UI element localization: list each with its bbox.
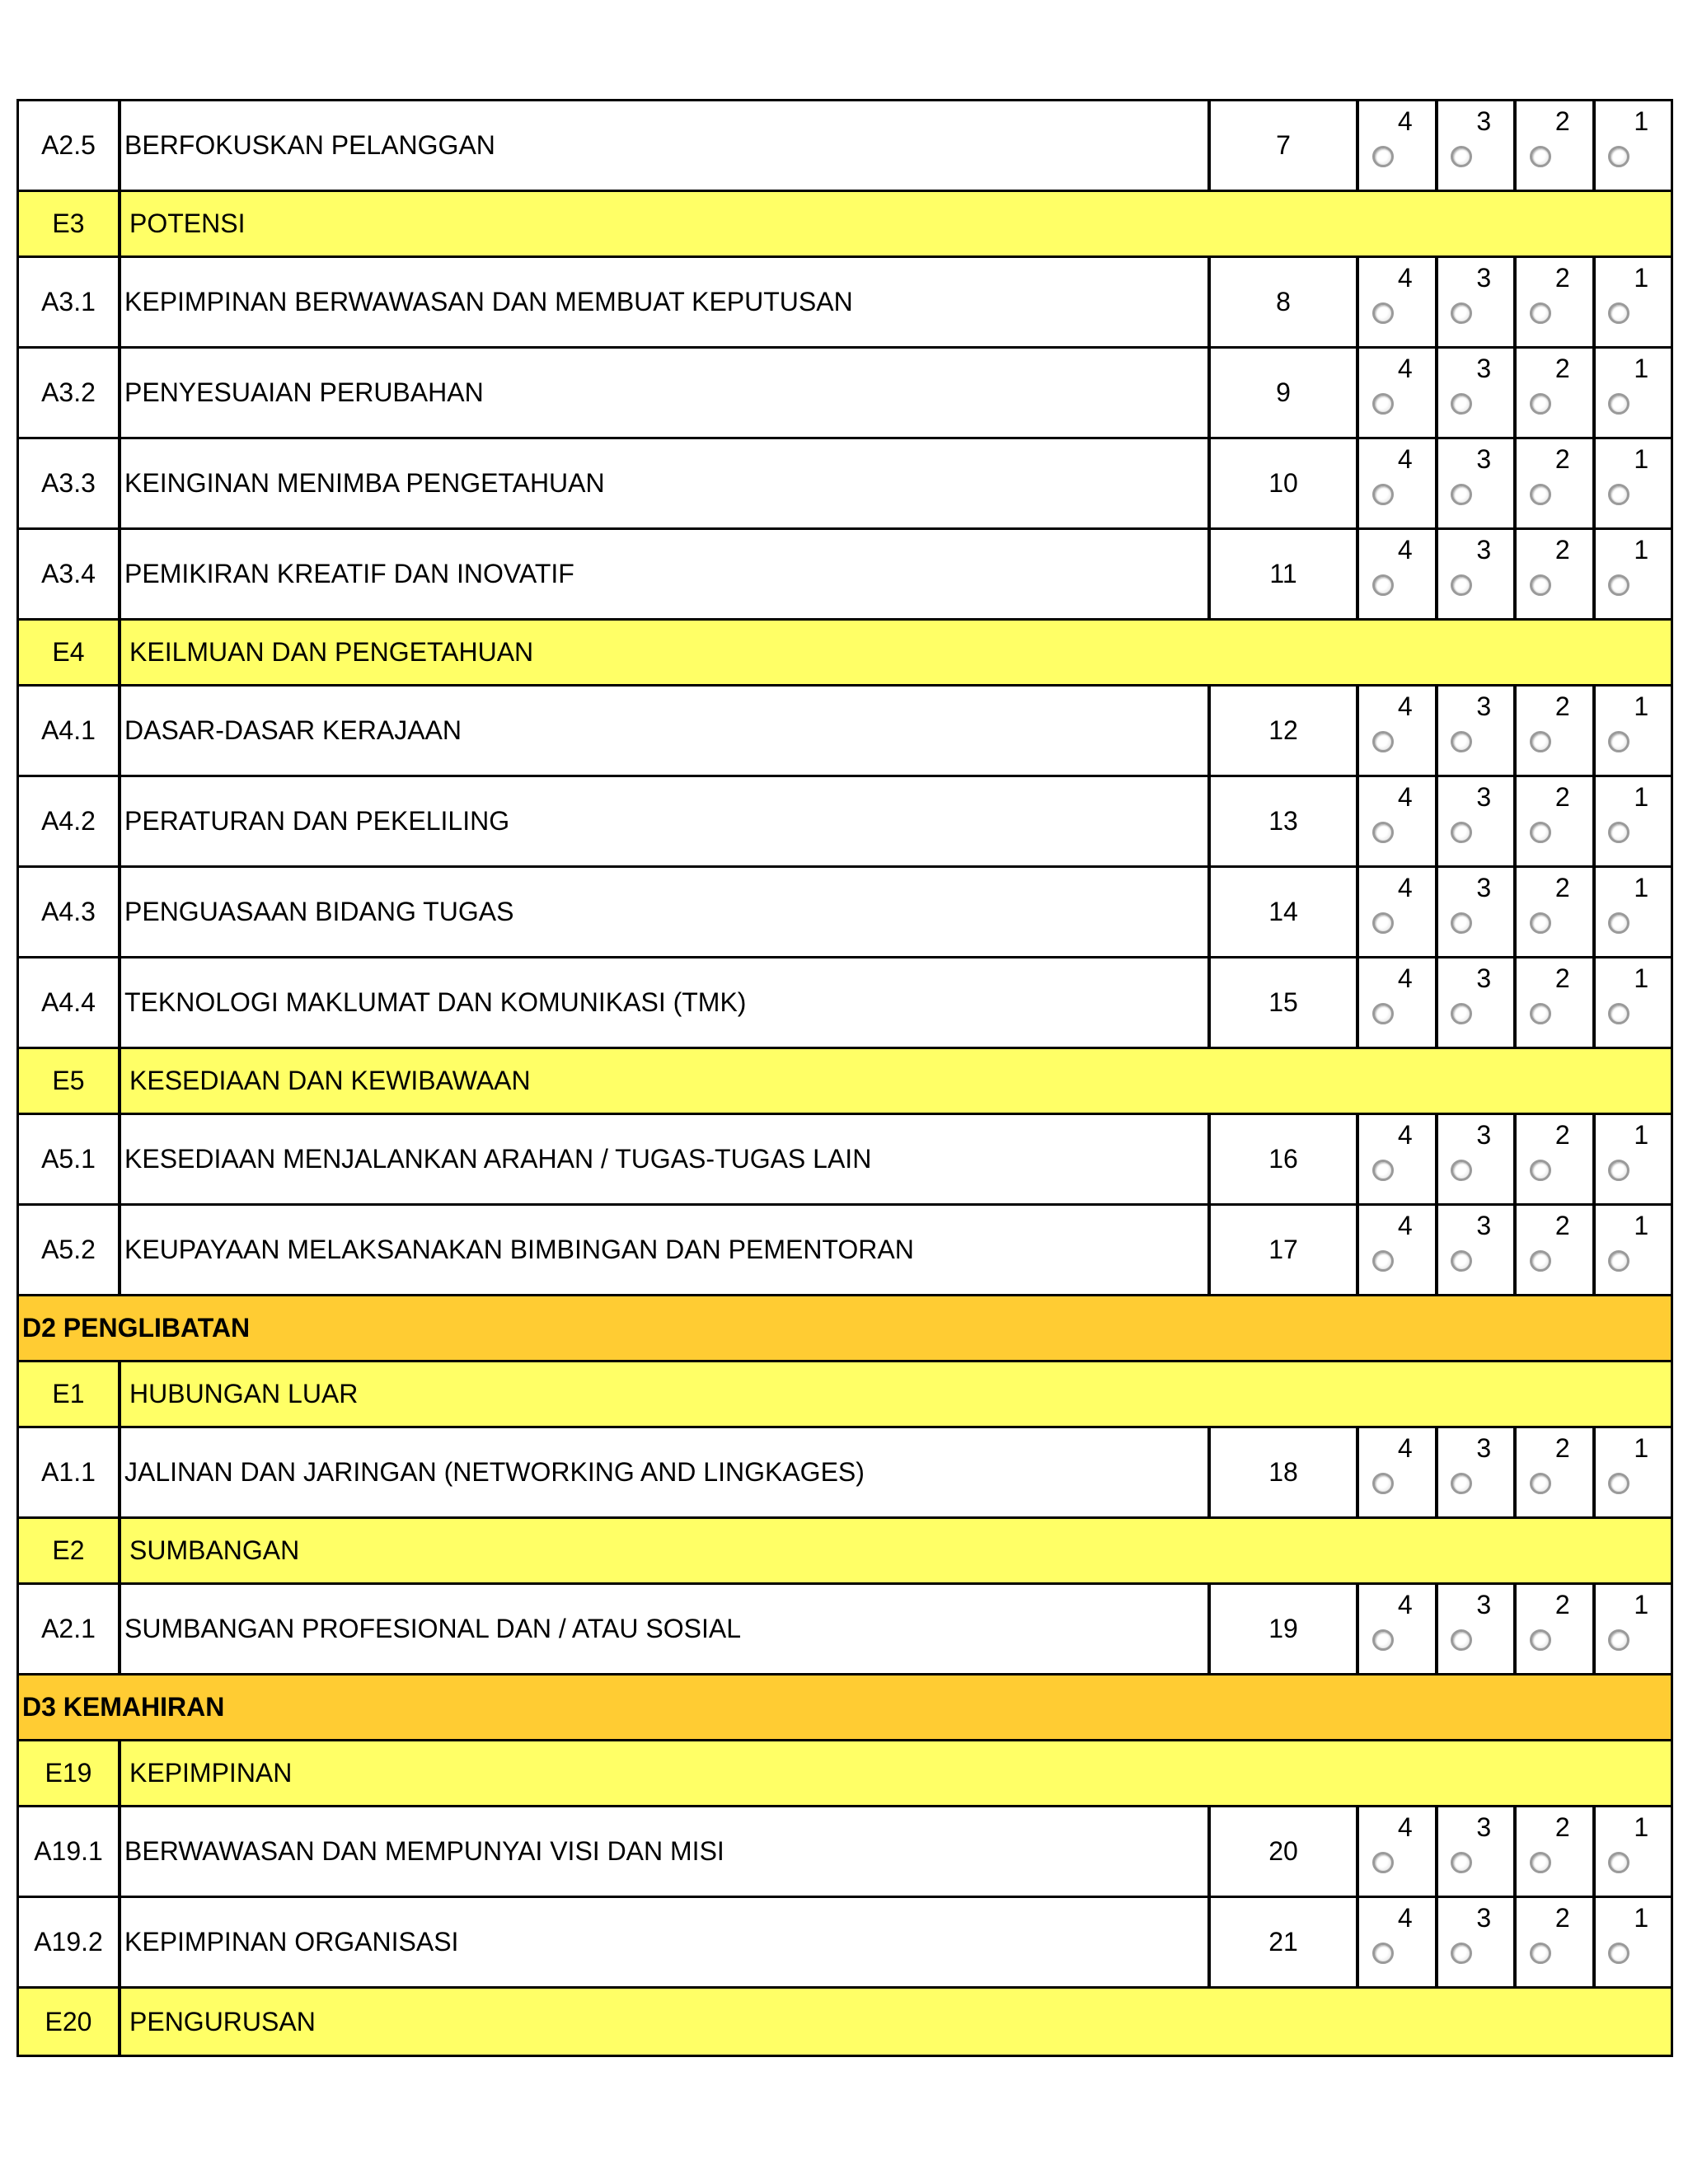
rating-option-label: 1 bbox=[1634, 263, 1649, 293]
section-header-row bbox=[19, 1296, 1671, 1362]
radio-button-icon[interactable] bbox=[1372, 484, 1394, 505]
rating-option-1[interactable] bbox=[1596, 1206, 1672, 1294]
radio-button-icon[interactable] bbox=[1451, 1003, 1472, 1024]
radio-button-icon[interactable] bbox=[1530, 302, 1551, 324]
criterion-code: A2.5 bbox=[19, 101, 121, 190]
radio-button-icon[interactable] bbox=[1530, 1160, 1551, 1181]
criterion-code: A1.1 bbox=[19, 1428, 121, 1516]
criterion-number: 16 bbox=[1211, 1115, 1359, 1203]
criterion-code: A3.4 bbox=[19, 530, 121, 618]
rating-option-3[interactable] bbox=[1438, 777, 1517, 865]
rating-option-label: 3 bbox=[1476, 263, 1492, 293]
criterion-code: A5.1 bbox=[19, 1115, 121, 1203]
rating-option-3[interactable] bbox=[1438, 1115, 1517, 1203]
criterion-label: KESEDIAAN MENJALANKAN ARAHAN / TUGAS-TUGAS LAIN bbox=[121, 1115, 1211, 1203]
radio-button-icon[interactable] bbox=[1372, 1629, 1394, 1651]
subsection-label: SUMBANGAN bbox=[129, 1535, 300, 1565]
rating-option-label: 3 bbox=[1476, 444, 1492, 474]
criterion-label: PERATURAN DAN PEKELILING bbox=[121, 777, 1211, 865]
rating-option-label: 4 bbox=[1397, 263, 1413, 293]
rating-option-1[interactable] bbox=[1596, 958, 1672, 1047]
radio-button-icon[interactable] bbox=[1530, 912, 1551, 934]
criterion-label: SUMBANGAN PROFESIONAL DAN / ATAU SOSIAL bbox=[121, 1585, 1211, 1673]
radio-button-icon[interactable] bbox=[1372, 1160, 1394, 1181]
rating-options bbox=[1359, 101, 1671, 190]
rating-option-label: 4 bbox=[1397, 1211, 1413, 1240]
rating-option-label: 4 bbox=[1397, 535, 1413, 565]
criterion-code: A19.2 bbox=[19, 1898, 121, 1986]
rating-option-4[interactable] bbox=[1359, 1807, 1438, 1896]
rating-option-1[interactable] bbox=[1596, 258, 1672, 346]
radio-button-icon[interactable] bbox=[1530, 822, 1551, 843]
section-title: D2 PENGLIBATAN bbox=[22, 1313, 251, 1343]
criterion-row bbox=[19, 1807, 1671, 1898]
criterion-row bbox=[19, 1428, 1671, 1519]
rating-option-3[interactable] bbox=[1438, 868, 1517, 956]
rating-option-label: 2 bbox=[1554, 1433, 1570, 1463]
criterion-number: 12 bbox=[1211, 687, 1359, 775]
rating-option-label: 4 bbox=[1397, 873, 1413, 902]
criterion-label: PEMIKIRAN KREATIF DAN INOVATIF bbox=[121, 530, 1211, 618]
rating-option-1[interactable] bbox=[1596, 777, 1672, 865]
radio-button-icon[interactable] bbox=[1451, 1250, 1472, 1272]
rating-option-1[interactable] bbox=[1596, 1428, 1672, 1516]
radio-button-icon[interactable] bbox=[1372, 393, 1394, 415]
subsection-label: PENGURUSAN bbox=[129, 2006, 316, 2036]
radio-button-icon[interactable] bbox=[1530, 1003, 1551, 1024]
rating-option-label: 3 bbox=[1476, 1120, 1492, 1150]
rating-option-2[interactable] bbox=[1517, 101, 1596, 190]
rating-option-label: 3 bbox=[1476, 1903, 1492, 1933]
rating-option-1[interactable] bbox=[1596, 868, 1672, 956]
rating-option-label: 4 bbox=[1397, 782, 1413, 812]
radio-button-icon[interactable] bbox=[1608, 1473, 1629, 1494]
radio-button-icon[interactable] bbox=[1608, 302, 1629, 324]
rating-option-label: 3 bbox=[1476, 782, 1492, 812]
rating-options bbox=[1359, 258, 1671, 346]
subsection-code: E19 bbox=[19, 1741, 121, 1805]
criterion-label: JALINAN DAN JARINGAN (NETWORKING AND LINGKAGES) bbox=[121, 1428, 1211, 1516]
criterion-number: 9 bbox=[1211, 349, 1359, 437]
radio-button-icon[interactable] bbox=[1608, 731, 1629, 752]
rating-options bbox=[1359, 349, 1671, 437]
rating-option-3[interactable] bbox=[1438, 958, 1517, 1047]
rating-options bbox=[1359, 868, 1671, 956]
radio-button-icon[interactable] bbox=[1372, 1250, 1394, 1272]
rating-option-4[interactable] bbox=[1359, 1428, 1438, 1516]
rating-options bbox=[1359, 687, 1671, 775]
rating-option-4[interactable] bbox=[1359, 1115, 1438, 1203]
criterion-code: A19.1 bbox=[19, 1807, 121, 1896]
criterion-number: 10 bbox=[1211, 439, 1359, 527]
rating-option-4[interactable] bbox=[1359, 1206, 1438, 1294]
rating-option-3[interactable] bbox=[1438, 101, 1517, 190]
rating-option-label: 2 bbox=[1554, 535, 1570, 565]
rating-option-1[interactable] bbox=[1596, 101, 1672, 190]
subsection-code: E3 bbox=[19, 192, 121, 255]
criterion-row bbox=[19, 958, 1671, 1049]
radio-button-icon[interactable] bbox=[1530, 1943, 1551, 1964]
subsection-code: E5 bbox=[19, 1049, 121, 1113]
radio-button-icon[interactable] bbox=[1451, 302, 1472, 324]
rating-option-4[interactable] bbox=[1359, 777, 1438, 865]
rating-options bbox=[1359, 1585, 1671, 1673]
rating-option-3[interactable] bbox=[1438, 258, 1517, 346]
rating-option-label: 3 bbox=[1476, 691, 1492, 721]
radio-button-icon[interactable] bbox=[1608, 484, 1629, 505]
criterion-row bbox=[19, 777, 1671, 868]
rating-option-label: 4 bbox=[1397, 106, 1413, 136]
rating-option-3[interactable] bbox=[1438, 349, 1517, 437]
radio-button-icon[interactable] bbox=[1530, 1629, 1551, 1651]
rating-option-3[interactable] bbox=[1438, 439, 1517, 527]
rating-option-2[interactable] bbox=[1517, 439, 1596, 527]
criterion-row bbox=[19, 530, 1671, 621]
rating-option-2[interactable] bbox=[1517, 777, 1596, 865]
rating-option-label: 1 bbox=[1634, 535, 1649, 565]
criterion-code: A4.4 bbox=[19, 958, 121, 1047]
criterion-number: 15 bbox=[1211, 958, 1359, 1047]
radio-button-icon[interactable] bbox=[1530, 1473, 1551, 1494]
rating-option-label: 2 bbox=[1554, 444, 1570, 474]
subsection-row bbox=[19, 1989, 1671, 2055]
rating-option-label: 4 bbox=[1397, 1590, 1413, 1619]
criterion-row bbox=[19, 349, 1671, 439]
radio-button-icon[interactable] bbox=[1372, 731, 1394, 752]
rating-option-label: 2 bbox=[1554, 1211, 1570, 1240]
radio-button-icon[interactable] bbox=[1608, 574, 1629, 596]
rating-option-label: 1 bbox=[1634, 1590, 1649, 1619]
subsection-label: KESEDIAAN DAN KEWIBAWAAN bbox=[129, 1066, 531, 1095]
rating-option-label: 1 bbox=[1634, 1433, 1649, 1463]
rating-option-2[interactable] bbox=[1517, 530, 1596, 618]
rating-option-label: 1 bbox=[1634, 1903, 1649, 1933]
criterion-row bbox=[19, 1206, 1671, 1296]
rating-option-label: 3 bbox=[1476, 535, 1492, 565]
rating-option-2[interactable] bbox=[1517, 349, 1596, 437]
rating-option-4[interactable] bbox=[1359, 958, 1438, 1047]
rating-option-4[interactable] bbox=[1359, 868, 1438, 956]
rating-options bbox=[1359, 1428, 1671, 1516]
rating-option-label: 3 bbox=[1476, 1590, 1492, 1619]
criterion-code: A3.1 bbox=[19, 258, 121, 346]
radio-button-icon[interactable] bbox=[1451, 146, 1472, 167]
rating-option-label: 3 bbox=[1476, 1433, 1492, 1463]
radio-button-icon[interactable] bbox=[1372, 1943, 1394, 1964]
criterion-code: A5.2 bbox=[19, 1206, 121, 1294]
rating-option-label: 4 bbox=[1397, 1812, 1413, 1842]
criterion-number: 8 bbox=[1211, 258, 1359, 346]
rating-option-1[interactable] bbox=[1596, 687, 1672, 775]
rating-option-label: 1 bbox=[1634, 354, 1649, 383]
rating-option-2[interactable] bbox=[1517, 1206, 1596, 1294]
radio-button-icon[interactable] bbox=[1451, 1160, 1472, 1181]
radio-button-icon[interactable] bbox=[1530, 146, 1551, 167]
rating-option-label: 2 bbox=[1554, 873, 1570, 902]
rating-option-2[interactable] bbox=[1517, 868, 1596, 956]
subsection-row bbox=[19, 1519, 1671, 1585]
subsection-row bbox=[19, 1741, 1671, 1807]
radio-button-icon[interactable] bbox=[1530, 484, 1551, 505]
radio-button-icon[interactable] bbox=[1451, 1943, 1472, 1964]
criterion-number: 18 bbox=[1211, 1428, 1359, 1516]
radio-button-icon[interactable] bbox=[1451, 1473, 1472, 1494]
rating-option-label: 4 bbox=[1397, 691, 1413, 721]
radio-button-icon[interactable] bbox=[1608, 1250, 1629, 1272]
rating-option-4[interactable] bbox=[1359, 349, 1438, 437]
radio-button-icon[interactable] bbox=[1608, 1003, 1629, 1024]
radio-button-icon[interactable] bbox=[1530, 393, 1551, 415]
rating-option-1[interactable] bbox=[1596, 530, 1672, 618]
subsection-code: E4 bbox=[19, 621, 121, 684]
radio-button-icon[interactable] bbox=[1608, 822, 1629, 843]
criterion-label: KEUPAYAAN MELAKSANAKAN BIMBINGAN DAN PEMENTORAN bbox=[121, 1206, 1211, 1294]
rating-option-label: 4 bbox=[1397, 1903, 1413, 1933]
criterion-label: KEPIMPINAN BERWAWASAN DAN MEMBUAT KEPUTUSAN bbox=[121, 258, 1211, 346]
radio-button-icon[interactable] bbox=[1451, 574, 1472, 596]
rating-option-label: 4 bbox=[1397, 354, 1413, 383]
rating-options bbox=[1359, 1807, 1671, 1896]
radio-button-icon[interactable] bbox=[1372, 1003, 1394, 1024]
rating-option-2[interactable] bbox=[1517, 958, 1596, 1047]
rating-option-3[interactable] bbox=[1438, 1206, 1517, 1294]
rating-option-4[interactable] bbox=[1359, 530, 1438, 618]
rating-option-label: 1 bbox=[1634, 106, 1649, 136]
rating-option-label: 2 bbox=[1554, 354, 1570, 383]
subsection-code: E2 bbox=[19, 1519, 121, 1582]
rating-option-label: 2 bbox=[1554, 963, 1570, 993]
rating-option-2[interactable] bbox=[1517, 1898, 1596, 1986]
radio-button-icon[interactable] bbox=[1608, 1852, 1629, 1873]
rating-option-2[interactable] bbox=[1517, 1115, 1596, 1203]
rating-options bbox=[1359, 439, 1671, 527]
criterion-label: PENGUASAAN BIDANG TUGAS bbox=[121, 868, 1211, 956]
radio-button-icon[interactable] bbox=[1530, 731, 1551, 752]
criterion-number: 19 bbox=[1211, 1585, 1359, 1673]
rating-option-label: 1 bbox=[1634, 1120, 1649, 1150]
subsection-label: KEPIMPINAN bbox=[129, 1758, 293, 1788]
criterion-label: KEINGINAN MENIMBA PENGETAHUAN bbox=[121, 439, 1211, 527]
rating-option-label: 2 bbox=[1554, 1903, 1570, 1933]
criterion-number: 14 bbox=[1211, 868, 1359, 956]
radio-button-icon[interactable] bbox=[1372, 1473, 1394, 1494]
rating-option-4[interactable] bbox=[1359, 687, 1438, 775]
rating-option-4[interactable] bbox=[1359, 258, 1438, 346]
rating-option-label: 3 bbox=[1476, 354, 1492, 383]
radio-button-icon[interactable] bbox=[1451, 1852, 1472, 1873]
criterion-label: TEKNOLOGI MAKLUMAT DAN KOMUNIKASI (TMK) bbox=[121, 958, 1211, 1047]
rating-option-label: 1 bbox=[1634, 1211, 1649, 1240]
criterion-code: A4.1 bbox=[19, 687, 121, 775]
criterion-number: 11 bbox=[1211, 530, 1359, 618]
subsection-label: HUBUNGAN LUAR bbox=[129, 1379, 359, 1408]
rating-option-label: 4 bbox=[1397, 1120, 1413, 1150]
radio-button-icon[interactable] bbox=[1372, 146, 1394, 167]
rating-option-3[interactable] bbox=[1438, 1898, 1517, 1986]
radio-button-icon[interactable] bbox=[1608, 1160, 1629, 1181]
rating-option-2[interactable] bbox=[1517, 1585, 1596, 1673]
rating-options bbox=[1359, 958, 1671, 1047]
criterion-label: KEPIMPINAN ORGANISASI bbox=[121, 1898, 1211, 1986]
rating-option-3[interactable] bbox=[1438, 1585, 1517, 1673]
rating-option-label: 1 bbox=[1634, 782, 1649, 812]
radio-button-icon[interactable] bbox=[1451, 822, 1472, 843]
subsection-row bbox=[19, 1362, 1671, 1428]
rating-option-1[interactable] bbox=[1596, 439, 1672, 527]
section-header-row bbox=[19, 1675, 1671, 1741]
radio-button-icon[interactable] bbox=[1530, 1852, 1551, 1873]
rating-option-2[interactable] bbox=[1517, 1428, 1596, 1516]
rating-options bbox=[1359, 777, 1671, 865]
rating-option-label: 4 bbox=[1397, 1433, 1413, 1463]
section-title: D3 KEMAHIRAN bbox=[22, 1692, 225, 1722]
rating-option-label: 1 bbox=[1634, 1812, 1649, 1842]
subsection-row bbox=[19, 192, 1671, 258]
criterion-number: 20 bbox=[1211, 1807, 1359, 1896]
criterion-number: 7 bbox=[1211, 101, 1359, 190]
rating-option-label: 1 bbox=[1634, 444, 1649, 474]
radio-button-icon[interactable] bbox=[1608, 1629, 1629, 1651]
criterion-row bbox=[19, 1585, 1671, 1675]
subsection-label: POTENSI bbox=[129, 209, 246, 238]
radio-button-icon[interactable] bbox=[1608, 1943, 1629, 1964]
rating-option-2[interactable] bbox=[1517, 687, 1596, 775]
radio-button-icon[interactable] bbox=[1608, 912, 1629, 934]
criterion-row bbox=[19, 1898, 1671, 1989]
criterion-code: A2.1 bbox=[19, 1585, 121, 1673]
rating-option-label: 4 bbox=[1397, 444, 1413, 474]
rating-option-1[interactable] bbox=[1596, 1898, 1672, 1986]
subsection-label: KEILMUAN DAN PENGETAHUAN bbox=[129, 637, 534, 667]
rating-option-label: 3 bbox=[1476, 1211, 1492, 1240]
subsection-row bbox=[19, 621, 1671, 687]
rating-option-2[interactable] bbox=[1517, 1807, 1596, 1896]
radio-button-icon[interactable] bbox=[1608, 146, 1629, 167]
rating-option-label: 3 bbox=[1476, 963, 1492, 993]
rating-option-label: 1 bbox=[1634, 873, 1649, 902]
criterion-label: PENYESUAIAN PERUBAHAN bbox=[121, 349, 1211, 437]
subsection-code: E1 bbox=[19, 1362, 121, 1426]
radio-button-icon[interactable] bbox=[1372, 822, 1394, 843]
rating-option-label: 2 bbox=[1554, 1812, 1570, 1842]
rating-option-label: 3 bbox=[1476, 873, 1492, 902]
rating-options bbox=[1359, 1206, 1671, 1294]
evaluation-form-table bbox=[16, 99, 1673, 2057]
radio-button-icon[interactable] bbox=[1451, 393, 1472, 415]
radio-button-icon[interactable] bbox=[1372, 1852, 1394, 1873]
radio-button-icon[interactable] bbox=[1530, 574, 1551, 596]
radio-button-icon[interactable] bbox=[1451, 1629, 1472, 1651]
rating-options bbox=[1359, 1115, 1671, 1203]
rating-option-1[interactable] bbox=[1596, 1807, 1672, 1896]
radio-button-icon[interactable] bbox=[1372, 574, 1394, 596]
criterion-number: 13 bbox=[1211, 777, 1359, 865]
rating-option-3[interactable] bbox=[1438, 530, 1517, 618]
rating-option-label: 2 bbox=[1554, 691, 1570, 721]
radio-button-icon[interactable] bbox=[1451, 912, 1472, 934]
subsection-row bbox=[19, 1049, 1671, 1115]
criterion-code: A3.3 bbox=[19, 439, 121, 527]
criterion-row bbox=[19, 687, 1671, 777]
criterion-number: 21 bbox=[1211, 1898, 1359, 1986]
radio-button-icon[interactable] bbox=[1451, 731, 1472, 752]
criterion-code: A3.2 bbox=[19, 349, 121, 437]
rating-option-4[interactable] bbox=[1359, 101, 1438, 190]
rating-option-label: 3 bbox=[1476, 106, 1492, 136]
radio-button-icon[interactable] bbox=[1372, 912, 1394, 934]
rating-option-label: 2 bbox=[1554, 1120, 1570, 1150]
rating-option-4[interactable] bbox=[1359, 1585, 1438, 1673]
radio-button-icon[interactable] bbox=[1372, 302, 1394, 324]
rating-option-1[interactable] bbox=[1596, 1115, 1672, 1203]
rating-option-label: 2 bbox=[1554, 106, 1570, 136]
criterion-label: BERFOKUSKAN PELANGGAN bbox=[121, 101, 1211, 190]
criterion-label: BERWAWASAN DAN MEMPUNYAI VISI DAN MISI bbox=[121, 1807, 1211, 1896]
rating-option-3[interactable] bbox=[1438, 1428, 1517, 1516]
rating-option-label: 1 bbox=[1634, 691, 1649, 721]
rating-option-1[interactable] bbox=[1596, 349, 1672, 437]
rating-option-label: 4 bbox=[1397, 963, 1413, 993]
criterion-row bbox=[19, 101, 1671, 192]
rating-option-label: 3 bbox=[1476, 1812, 1492, 1842]
criterion-row bbox=[19, 258, 1671, 349]
criterion-code: A4.2 bbox=[19, 777, 121, 865]
rating-option-3[interactable] bbox=[1438, 687, 1517, 775]
radio-button-icon[interactable] bbox=[1608, 393, 1629, 415]
rating-option-label: 2 bbox=[1554, 1590, 1570, 1619]
criterion-number: 17 bbox=[1211, 1206, 1359, 1294]
rating-option-label: 1 bbox=[1634, 963, 1649, 993]
subsection-code: E20 bbox=[19, 1989, 121, 2055]
rating-options bbox=[1359, 530, 1671, 618]
rating-options bbox=[1359, 1898, 1671, 1986]
criterion-label: DASAR-DASAR KERAJAAN bbox=[121, 687, 1211, 775]
rating-option-4[interactable] bbox=[1359, 439, 1438, 527]
rating-option-2[interactable] bbox=[1517, 258, 1596, 346]
criterion-row bbox=[19, 439, 1671, 530]
criterion-code: A4.3 bbox=[19, 868, 121, 956]
radio-button-icon[interactable] bbox=[1451, 484, 1472, 505]
rating-option-label: 2 bbox=[1554, 263, 1570, 293]
rating-option-1[interactable] bbox=[1596, 1585, 1672, 1673]
rating-option-3[interactable] bbox=[1438, 1807, 1517, 1896]
rating-option-4[interactable] bbox=[1359, 1898, 1438, 1986]
radio-button-icon[interactable] bbox=[1530, 1250, 1551, 1272]
criterion-row bbox=[19, 1115, 1671, 1206]
rating-option-label: 2 bbox=[1554, 782, 1570, 812]
criterion-row bbox=[19, 868, 1671, 958]
